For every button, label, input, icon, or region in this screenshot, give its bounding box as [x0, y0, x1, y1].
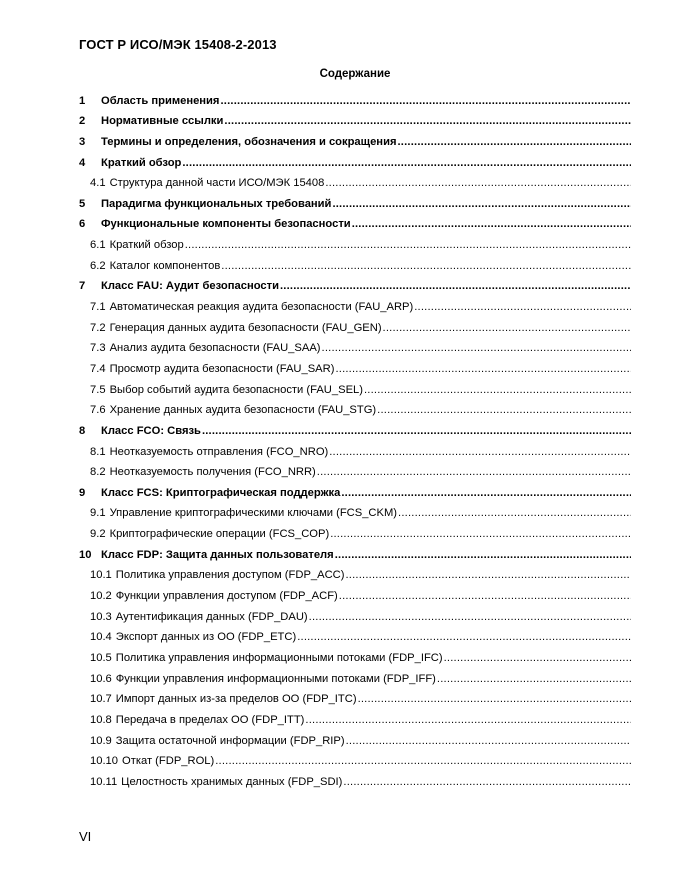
toc-entry[interactable] — [79, 687, 631, 708]
document-header: ГОСТ Р ИСО/МЭК 15408-2-2013 — [79, 37, 277, 52]
toc-dot-leader — [341, 487, 631, 500]
toc-entry-number: 7.1 — [90, 301, 106, 314]
toc-entry-label: Политика управления информационными потоками (FDP_IFC) — [115, 651, 443, 664]
toc-entry-number: 9.2 — [90, 528, 106, 541]
table-of-contents — [79, 88, 631, 790]
toc-entry[interactable] — [79, 191, 631, 212]
toc-entry[interactable] — [79, 749, 631, 770]
toc-entry-label: Область применения — [101, 94, 220, 107]
toc-dot-leader — [221, 260, 631, 273]
toc-title: Содержание — [319, 68, 391, 80]
toc-entry-number: 10.5 — [90, 651, 112, 664]
toc-entry[interactable] — [79, 171, 631, 192]
toc-entry[interactable] — [79, 88, 631, 109]
toc-entry[interactable] — [79, 583, 631, 604]
toc-entry-number: 4 — [79, 156, 86, 169]
toc-entry-number: 9.1 — [90, 507, 106, 520]
toc-entry[interactable] — [79, 336, 631, 357]
toc-entry[interactable] — [79, 109, 631, 130]
toc-dot-leader — [280, 280, 631, 293]
toc-entry-number: 10.1 — [90, 569, 112, 582]
toc-entry-number: 4.1 — [90, 177, 106, 190]
toc-entry-number: 1 — [79, 94, 86, 107]
toc-entry-number: 6.2 — [90, 259, 106, 272]
toc-entry-number: 8 — [79, 424, 86, 437]
toc-entry-label: Аутентификация данных (FDP_DAU) — [115, 610, 308, 623]
toc-entry-number: 8.2 — [90, 466, 106, 479]
toc-entry-label: Выбор событий аудита безопасности (FAU_SEL) — [109, 383, 363, 396]
toc-entry[interactable] — [79, 356, 631, 377]
toc-entry-label: Защита остаточной информации (FDP_RIP) — [115, 734, 345, 747]
toc-dot-leader — [220, 95, 631, 108]
toc-entry-label: Откат (FDP_ROL) — [122, 755, 215, 768]
toc-entry-label: Управление криптографическими ключами (FCS_CKM) — [109, 507, 398, 520]
toc-entry-number: 7.4 — [90, 362, 106, 375]
toc-entry[interactable] — [79, 501, 631, 522]
toc-dot-leader — [414, 301, 631, 314]
toc-entry-number: 8.1 — [90, 445, 106, 458]
toc-entry[interactable] — [79, 604, 631, 625]
toc-entry-label: Класс FCO: Связь — [101, 424, 201, 437]
toc-entry[interactable] — [79, 460, 631, 481]
toc-dot-leader — [330, 528, 631, 541]
toc-entry[interactable] — [79, 212, 631, 233]
toc-dot-leader — [444, 652, 631, 665]
toc-entry-label: Краткий обзор — [101, 156, 182, 169]
toc-entry-number: 7.5 — [90, 383, 106, 396]
toc-entry-label: Криптографические операции (FCS_COP) — [109, 528, 330, 541]
page-number: VI — [79, 829, 92, 844]
toc-entry-label: Целостность хранимых данных (FDP_SDI) — [121, 775, 343, 788]
toc-entry-number: 7.6 — [90, 404, 106, 417]
toc-entry-number: 6.1 — [90, 239, 106, 252]
toc-entry[interactable] — [79, 707, 631, 728]
toc-entry[interactable] — [79, 728, 631, 749]
toc-entry-number: 10.4 — [90, 631, 112, 644]
toc-entry[interactable] — [79, 625, 631, 646]
toc-entry[interactable] — [79, 542, 631, 563]
toc-dot-leader — [305, 714, 631, 727]
toc-entry-label: Класс FDP: Защита данных пользователя — [101, 548, 334, 561]
toc-entry-number: 10.11 — [90, 775, 118, 788]
toc-entry-label: Политика управления доступом (FDP_ACC) — [115, 569, 345, 582]
toc-entry-label: Нормативные ссылки — [101, 115, 224, 128]
toc-entry[interactable] — [79, 232, 631, 253]
toc-entry-label: Класс FCS: Криптографическая поддержка — [101, 486, 341, 499]
toc-entry-label: Анализ аудита безопасности (FAU_SAA) — [109, 342, 321, 355]
toc-entry-label: Передача в пределах ОО (FDP_ITT) — [115, 713, 305, 726]
toc-entry-label: Экспорт данных из ОО (FDP_ETC) — [115, 631, 297, 644]
toc-entry-number: 10 — [79, 548, 92, 561]
toc-dot-leader — [383, 322, 631, 335]
toc-entry-label: Генерация данных аудита безопасности (FAU_GEN) — [109, 321, 382, 334]
toc-dot-leader — [329, 446, 631, 459]
toc-entry[interactable] — [79, 418, 631, 439]
toc-entry-label: Просмотр аудита безопасности (FAU_SAR) — [109, 362, 335, 375]
toc-dot-leader — [182, 157, 631, 170]
toc-dot-leader — [215, 755, 631, 768]
toc-entry-number: 7.2 — [90, 321, 106, 334]
toc-entry[interactable] — [79, 253, 631, 274]
toc-entry-label: Функции управления доступом (FDP_ACF) — [115, 590, 338, 603]
toc-dot-leader — [202, 425, 631, 438]
toc-entry[interactable] — [79, 150, 631, 171]
toc-entry-number: 9 — [79, 486, 86, 499]
toc-dot-leader — [398, 507, 631, 520]
toc-dot-leader — [364, 384, 631, 397]
toc-entry-number: 10.9 — [90, 734, 112, 747]
toc-entry-number: 10.10 — [90, 755, 118, 768]
toc-dot-leader — [309, 611, 631, 624]
toc-entry-number: 10.8 — [90, 713, 112, 726]
toc-dot-leader — [332, 198, 631, 211]
toc-dot-leader — [345, 569, 631, 582]
toc-entry[interactable] — [79, 129, 631, 150]
toc-entry[interactable] — [79, 315, 631, 336]
toc-entry[interactable] — [79, 274, 631, 295]
toc-entry[interactable] — [79, 480, 631, 501]
toc-dot-leader — [437, 673, 631, 686]
toc-entry-label: Хранение данных аудита безопасности (FAU_STG) — [109, 404, 377, 417]
toc-entry-label: Структура данной части ИСО/МЭК 15408 — [109, 177, 325, 190]
toc-entry-number: 10.7 — [90, 693, 112, 706]
toc-dot-leader — [377, 404, 631, 417]
toc-dot-leader — [185, 239, 631, 252]
toc-dot-leader — [335, 363, 631, 376]
toc-entry-label: Термины и определения, обозначения и сокращения — [101, 135, 397, 148]
toc-entry-number: 10.3 — [90, 610, 112, 623]
toc-entry[interactable] — [79, 294, 631, 315]
toc-entry[interactable] — [79, 439, 631, 460]
toc-dot-leader — [358, 693, 631, 706]
toc-entry[interactable] — [79, 563, 631, 584]
toc-dot-leader — [335, 549, 631, 562]
toc-dot-leader — [397, 136, 631, 149]
toc-entry-number: 5 — [79, 197, 86, 210]
toc-dot-leader — [317, 466, 631, 479]
toc-entry[interactable] — [79, 769, 631, 790]
toc-dot-leader — [224, 115, 631, 128]
toc-entry-number: 10.6 — [90, 672, 112, 685]
toc-entry[interactable] — [79, 377, 631, 398]
toc-entry[interactable] — [79, 398, 631, 419]
toc-entry-number: 2 — [79, 115, 86, 128]
toc-entry-label: Класс FAU: Аудит безопасности — [101, 280, 279, 293]
toc-entry[interactable] — [79, 521, 631, 542]
toc-dot-leader — [322, 342, 631, 355]
toc-entry-number: 10.2 — [90, 590, 112, 603]
toc-entry-label: Краткий обзор — [109, 239, 184, 252]
toc-entry-number: 7 — [79, 280, 86, 293]
toc-entry-label: Парадигма функциональных требований — [101, 197, 332, 210]
toc-entry-number: 3 — [79, 135, 86, 148]
toc-entry-number: 7.3 — [90, 342, 106, 355]
toc-entry-label: Функциональные компоненты безопасности — [101, 218, 351, 231]
toc-entry-label: Неотказуемость отправления (FCO_NRO) — [109, 445, 329, 458]
toc-entry[interactable] — [79, 666, 631, 687]
toc-dot-leader — [325, 177, 631, 190]
toc-dot-leader — [297, 631, 631, 644]
toc-entry-label: Каталог компонентов — [109, 259, 221, 272]
toc-dot-leader — [339, 590, 631, 603]
toc-entry-label: Функции управления информационными потоками (FDP_IFF) — [115, 672, 436, 685]
toc-entry[interactable] — [79, 645, 631, 666]
toc-dot-leader — [352, 218, 631, 231]
toc-dot-leader — [346, 735, 631, 748]
toc-entry-label: Импорт данных из-за пределов ОО (FDP_ITC) — [115, 693, 357, 706]
toc-entry-label: Автоматическая реакция аудита безопасности (FAU_ARP) — [109, 301, 414, 314]
toc-entry-number: 6 — [79, 218, 86, 231]
toc-dot-leader — [343, 776, 631, 789]
toc-entry-label: Неотказуемость получения (FCO_NRR) — [109, 466, 316, 479]
